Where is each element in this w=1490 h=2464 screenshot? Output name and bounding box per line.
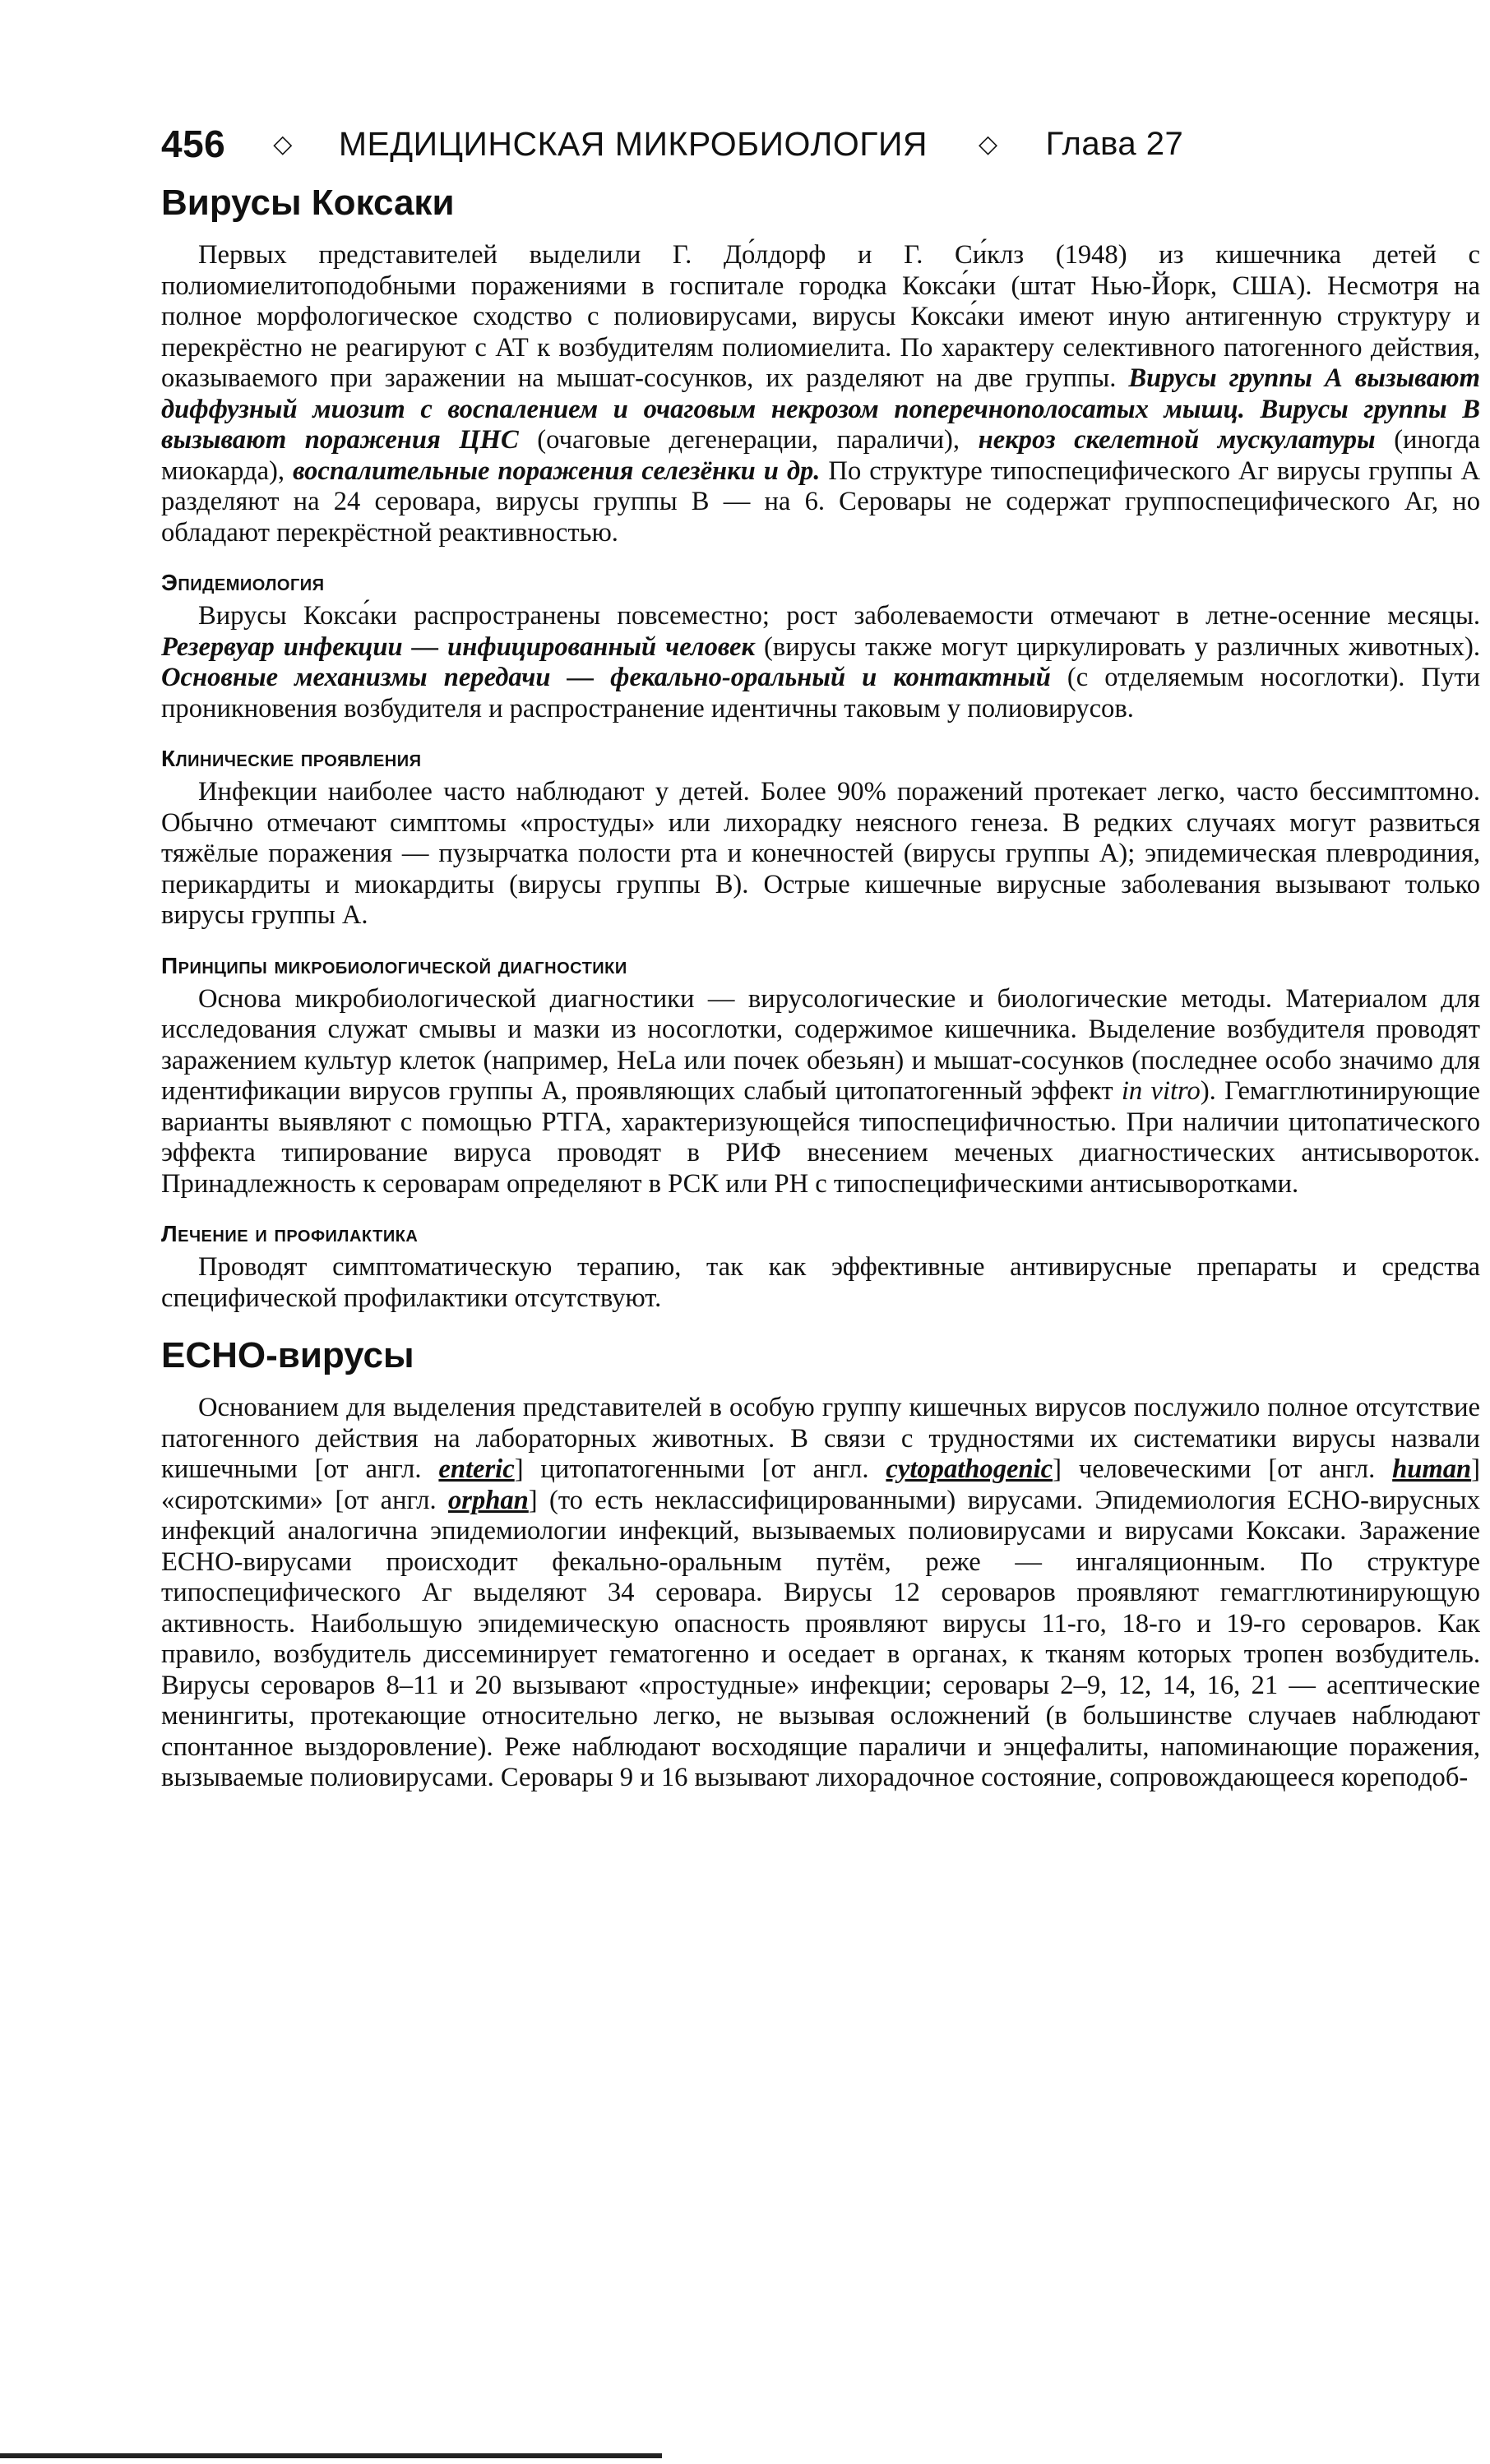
paragraph-clinical: Инфекции наиболее часто наблюдают у детей. Более 90% поражений протекает легко, часто бессимптомно. Обычно отмечают симптомы «простуды» или лихорадку неясного генеза. В редких случаях могут развиться тяжёлые поражения — пузырчатка полости рта и конечностей (вирусы группы А); эпидемическая плевродиния, перикардиты и миокардиты (вирусы группы В). Острые кишечные вирусные заболевания вызывают только вирусы группы А. <box>161 777 1480 930</box>
section-title-echo: ECHO-вирусы <box>161 1335 414 1375</box>
paragraph-diagnostics: Основа микробиологической диагностики — вирусологические и биологические методы. Материалом для исследования служат смывы и мазки из носоглотки, содержимое кишечника. Выделение возбудителя проводят заражением культур клеток (например, HeLa или почек обезьян) и мышат-сосунков (последнее особо значимо для идентификации вирусов группы А, проявляющих слабый цитопатогенный эффект in vitro). Гемагглютинирующие варианты выявляют с помощью РТГА, характеризующейся типоспецифичностью. При наличии цитопатического эффекта типирование вируса проводят в РИФ внесением меченых диагностических антисывороток. Принадлежность к сероварам определяют в РСК или РН с типоспецифическими антисыворотками. <box>161 983 1481 1199</box>
page-number: 456 <box>161 123 226 165</box>
paragraph-coxsackie-intro: Первых представителей выделили Г. До́лдорф и Г. Си́клз (1948) из кишечника детей с полиомиелитоподобными поражениями в госпитале городка Кокса́ки (штат Нью-Йорк, США). Несмотря на полное морфологическое сходство с полиовирусами, вирусы Кокса́ки имеют иную антигенную структуру и перекрёстно не реагируют с АТ к возбудителям полиомиелита. По характеру селективного патогенного действия, оказываемого при заражении на мышат-сосунков, их разделяют на две группы. Вирусы группы А вызывают диффузный миозит с воспалением и очаговым некрозом поперечнополосатых мышц. Вирусы группы В вызывают поражения ЦНС (очаговые дегенерации, параличи), некроз скелетной мускулатуры (иногда миокарда), воспалительные поражения селезёнки и др. По структуре типоспецифического Аг вирусы группы А разделяют на 24 серовара, вирусы группы В — на 6. Серовары не содержат группоспецифического Аг, но обладают перекрёстной реактивностью. <box>161 240 1480 548</box>
diamond-icon: ◇ <box>979 130 998 158</box>
paragraph-echo: Основанием для выделения представителей в особую группу кишечных вирусов послужило полное отсутствие патогенного действия на лабораторных животных. В связи с трудностями их систематики вирусы назвали кишечными [от англ. enteric] цитопатогенными [от англ. cytopathogenic] человеческими [от англ. human] «сиротскими» [от англ. orphan] (то есть неклассифицированными) вирусами. Эпидемиология ECHO-вирусных инфекций аналогична эпидемиологии инфекций, вызываемых полиовирусами и вирусами Коксаки. Заражение ECHO-вирусами происходит фекально-оральным путём, реже — ингаляционным. По структуре типоспецифического Аг выделяют 34 серовара. Вирусы 12 сероваров проявляют гемагглютинирующую активность. Наибольшую эпидемическую опасность проявляют вирусы 11-го, 18-го и 19-го сероваров. Как правило, возбудитель диссеминирует гематогенно и оседает в органах, к тканям которых тропен возбудитель. Вирусы сероваров 8–11 и 20 вызывают «простудные» инфекции; серовары 2–9, 12, 14, 16, 21 — асептические менингиты, протекающие относительно легко, не вызывая осложнений (в большинстве случаев наблюдают спонтанное выздоровление). Реже наблюдают восходящие параличи и энцефалиты, напоминающие поражения, вызываемые полиовирусами. Серовары 9 и 16 вызывают лихорадочное состояние, сопровождающееся кореподоб- <box>161 1393 1481 1792</box>
paragraph-epidemiology: Вирусы Кокса́ки распространены повсеместно; рост заболеваемости отмечают в летне-осенние месяцы. Резервуар инфекции — инфицированный человек (вирусы также могут циркулировать у различных животных). Основные механизмы передачи — фекально-оральный и контактный (с отделяемым носоглотки). Пути проникновения возбудителя и распространение идентичны таковым у полиовирусов. <box>161 601 1481 723</box>
subheading-clinical: Клинические проявления <box>161 746 422 771</box>
subheading-treatment: Лечение и профилактика <box>161 1221 419 1246</box>
subheading-epidemiology: Эпидемиология <box>161 570 325 595</box>
paragraph-treatment: Проводят симптоматическую терапию, так как эффективные антивирусные препараты и средства специфической профилактики отсутствуют. <box>161 1252 1480 1313</box>
chapter-label: Глава 27 <box>1045 125 1184 162</box>
bottom-scan-line <box>0 2453 662 2458</box>
subheading-diagnostics: Принципы микробиологической диагностики <box>161 952 627 978</box>
diamond-icon: ◇ <box>273 130 293 158</box>
section-title-coxsackie: Вирусы Коксаки <box>161 183 455 223</box>
book-page <box>161 115 1480 1794</box>
book-title: МЕДИЦИНСКАЯ МИКРОБИОЛОГИЯ <box>338 124 928 163</box>
running-head <box>161 115 1480 173</box>
